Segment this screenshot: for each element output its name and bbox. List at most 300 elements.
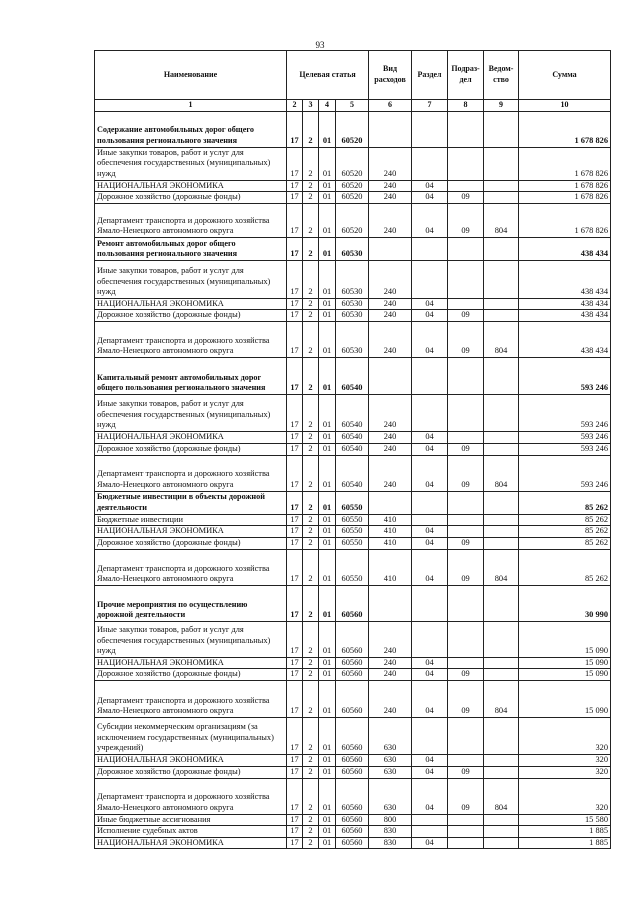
row-section: 04 [412,298,448,310]
row-amount: 438 434 [519,298,611,310]
row-code-subprogram: 2 [303,298,319,310]
row-code-subprogram: 2 [303,514,319,526]
row-code-program: 17 [287,443,303,455]
row-code-direction: 60560 [336,778,369,814]
row-code-subprogram: 2 [303,357,319,394]
col-number: 5 [336,100,369,112]
row-section [412,717,448,754]
row-code-program: 17 [287,680,303,717]
row-amount: 1 885 [519,837,611,849]
table-row [95,192,611,204]
row-code-subprogram: 2 [303,394,319,431]
row-department [484,431,519,443]
table-row [95,394,611,431]
table-row [95,298,611,310]
row-amount: 320 [519,778,611,814]
table-row [95,237,611,260]
row-code-program: 17 [287,321,303,357]
row-code-program: 17 [287,180,303,192]
row-code-main: 01 [319,657,336,669]
row-code-subprogram: 2 [303,621,319,657]
table-row [95,491,611,514]
row-code-direction: 60560 [336,669,369,681]
table-row [95,321,611,357]
row-code-program: 17 [287,766,303,778]
table-row [95,778,611,814]
row-code-program: 17 [287,147,303,180]
row-subsection: 09 [448,192,484,204]
row-department: 804 [484,203,519,237]
row-expense-type: 240 [369,260,412,298]
table-row [95,455,611,491]
row-subsection [448,837,484,849]
row-code-direction: 60550 [336,514,369,526]
row-section [412,260,448,298]
row-department [484,754,519,766]
row-subsection: 09 [448,310,484,322]
header-vedomstvo: Ведом-ство [484,51,519,100]
row-code-program: 17 [287,431,303,443]
row-code-main: 01 [319,147,336,180]
page-number: 93 [315,40,325,50]
row-subsection [448,180,484,192]
row-subsection [448,237,484,260]
row-department: 804 [484,680,519,717]
row-section [412,621,448,657]
row-code-program: 17 [287,394,303,431]
row-code-program: 17 [287,310,303,322]
row-department [484,766,519,778]
row-subsection [448,431,484,443]
row-section: 04 [412,203,448,237]
col-number: 2 [287,100,303,112]
row-name: НАЦИОНАЛЬНАЯ ЭКОНОМИКА [95,754,287,766]
row-code-main: 01 [319,431,336,443]
row-code-direction: 60520 [336,203,369,237]
row-name: Департамент транспорта и дорожного хозяйства Ямало-Ненецкого автономного округа [95,680,287,717]
row-name: Иные закупки товаров, работ и услуг для обеспечения государственных (муниципальных) нужд [95,147,287,180]
row-expense-type: 800 [369,814,412,826]
row-department [484,669,519,681]
row-name: НАЦИОНАЛЬНАЯ ЭКОНОМИКА [95,657,287,669]
row-code-program: 17 [287,298,303,310]
row-subsection: 09 [448,321,484,357]
row-code-direction: 60540 [336,394,369,431]
row-code-subprogram: 2 [303,814,319,826]
row-expense-type: 240 [369,310,412,322]
row-code-subprogram: 2 [303,680,319,717]
row-code-main: 01 [319,766,336,778]
row-code-main: 01 [319,321,336,357]
row-code-direction: 60530 [336,260,369,298]
row-section: 04 [412,766,448,778]
row-expense-type: 410 [369,537,412,549]
row-subsection [448,147,484,180]
row-name: Ремонт автомобильных дорог общего пользования регионального значения [95,237,287,260]
table-row [95,180,611,192]
row-section: 04 [412,526,448,538]
row-amount: 438 434 [519,310,611,322]
row-department [484,837,519,849]
row-amount: 15 090 [519,669,611,681]
row-expense-type: 240 [369,680,412,717]
row-department [484,310,519,322]
table-row [95,766,611,778]
row-code-main: 01 [319,310,336,322]
row-name: Департамент транспорта и дорожного хозяйства Ямало-Ненецкого автономного округа [95,321,287,357]
row-code-main: 01 [319,778,336,814]
row-code-subprogram: 2 [303,766,319,778]
row-code-main: 01 [319,621,336,657]
table-row [95,717,611,754]
row-subsection: 09 [448,537,484,549]
table-row [95,537,611,549]
row-code-program: 17 [287,837,303,849]
row-subsection [448,621,484,657]
row-code-subprogram: 2 [303,754,319,766]
row-department: 804 [484,549,519,585]
row-name: Бюджетные инвестиции в объекты дорожной деятельности [95,491,287,514]
row-section: 04 [412,837,448,849]
row-section: 04 [412,431,448,443]
row-code-direction: 60530 [336,321,369,357]
row-code-program: 17 [287,260,303,298]
header-summa: Сумма [519,51,611,100]
row-code-subprogram: 2 [303,537,319,549]
row-section: 04 [412,657,448,669]
row-code-direction: 60550 [336,526,369,538]
row-code-program: 17 [287,526,303,538]
row-code-main: 01 [319,357,336,394]
row-subsection: 09 [448,203,484,237]
row-expense-type: 240 [369,147,412,180]
row-code-direction: 60560 [336,717,369,754]
row-section: 04 [412,180,448,192]
table-row [95,585,611,621]
row-department [484,657,519,669]
row-code-subprogram: 2 [303,203,319,237]
row-amount: 438 434 [519,237,611,260]
row-subsection [448,514,484,526]
row-code-main: 01 [319,260,336,298]
row-code-main: 01 [319,826,336,838]
row-code-program: 17 [287,549,303,585]
row-code-program: 17 [287,717,303,754]
row-amount: 1 678 826 [519,147,611,180]
row-section [412,514,448,526]
row-name: Дорожное хозяйство (дорожные фонды) [95,192,287,204]
row-section [412,111,448,147]
row-amount: 320 [519,717,611,754]
row-subsection [448,585,484,621]
row-department: 804 [484,778,519,814]
row-section: 04 [412,778,448,814]
row-code-subprogram: 2 [303,180,319,192]
row-code-program: 17 [287,111,303,147]
row-department [484,585,519,621]
row-subsection [448,826,484,838]
row-code-subprogram: 2 [303,491,319,514]
row-subsection [448,491,484,514]
row-section [412,237,448,260]
row-code-direction: 60560 [336,754,369,766]
row-section [412,585,448,621]
row-department: 804 [484,321,519,357]
row-section: 04 [412,669,448,681]
row-expense-type [369,111,412,147]
row-code-main: 01 [319,717,336,754]
row-code-subprogram: 2 [303,549,319,585]
row-amount: 85 262 [519,526,611,538]
row-expense-type: 240 [369,657,412,669]
table-row [95,526,611,538]
header-target: Целевая статья [287,51,369,100]
row-department [484,298,519,310]
row-section [412,357,448,394]
row-name: Исполнение судебных актов [95,826,287,838]
row-code-program: 17 [287,814,303,826]
row-amount: 1 678 826 [519,180,611,192]
row-department [484,237,519,260]
table-row [95,814,611,826]
row-section: 04 [412,754,448,766]
row-code-main: 01 [319,237,336,260]
row-department [484,192,519,204]
row-name: Дорожное хозяйство (дорожные фонды) [95,766,287,778]
row-section: 04 [412,321,448,357]
row-amount: 15 090 [519,621,611,657]
row-section: 04 [412,680,448,717]
row-department [484,621,519,657]
row-code-program: 17 [287,657,303,669]
row-name: Капитальный ремонт автомобильных дорог общего пользования регионального значения [95,357,287,394]
table-row [95,147,611,180]
table-row [95,621,611,657]
row-code-direction: 60560 [336,680,369,717]
row-subsection: 09 [448,455,484,491]
row-code-direction: 60520 [336,111,369,147]
row-section [412,491,448,514]
row-code-subprogram: 2 [303,260,319,298]
table-row [95,826,611,838]
row-subsection [448,526,484,538]
row-expense-type: 240 [369,669,412,681]
col-number: 3 [303,100,319,112]
row-subsection [448,657,484,669]
row-expense-type: 240 [369,621,412,657]
row-subsection [448,260,484,298]
row-amount: 1 678 826 [519,203,611,237]
row-code-main: 01 [319,537,336,549]
row-expense-type: 240 [369,192,412,204]
row-code-direction: 60540 [336,431,369,443]
row-subsection [448,394,484,431]
row-code-subprogram: 2 [303,147,319,180]
row-amount: 593 246 [519,455,611,491]
row-expense-type: 630 [369,754,412,766]
table-row [95,514,611,526]
row-code-program: 17 [287,537,303,549]
row-amount: 15 090 [519,680,611,717]
row-amount: 438 434 [519,321,611,357]
row-expense-type: 830 [369,826,412,838]
row-amount: 15 580 [519,814,611,826]
row-code-program: 17 [287,669,303,681]
row-code-subprogram: 2 [303,717,319,754]
row-name: Департамент транспорта и дорожного хозяйства Ямало-Ненецкого автономного округа [95,778,287,814]
row-department [484,537,519,549]
table-row [95,310,611,322]
row-amount: 593 246 [519,431,611,443]
row-amount: 85 262 [519,514,611,526]
header-podrazdel: Подраз-дел [448,51,484,100]
row-subsection: 09 [448,680,484,717]
row-amount: 1 678 826 [519,111,611,147]
row-department [484,526,519,538]
row-code-subprogram: 2 [303,455,319,491]
row-expense-type [369,491,412,514]
row-code-main: 01 [319,526,336,538]
row-department [484,111,519,147]
row-name: Дорожное хозяйство (дорожные фонды) [95,669,287,681]
row-expense-type: 240 [369,443,412,455]
row-code-main: 01 [319,754,336,766]
table-row [95,260,611,298]
col-number: 8 [448,100,484,112]
row-code-direction: 60540 [336,443,369,455]
col-number: 7 [412,100,448,112]
row-expense-type: 410 [369,514,412,526]
row-amount: 15 090 [519,657,611,669]
row-section: 04 [412,310,448,322]
row-code-direction: 60520 [336,147,369,180]
table-row [95,680,611,717]
row-code-direction: 60550 [336,549,369,585]
row-code-main: 01 [319,491,336,514]
table-row [95,203,611,237]
row-amount: 85 262 [519,491,611,514]
row-section: 04 [412,192,448,204]
table-row [95,669,611,681]
row-expense-type: 240 [369,455,412,491]
row-code-direction: 60560 [336,585,369,621]
row-amount: 438 434 [519,260,611,298]
row-code-main: 01 [319,203,336,237]
row-subsection [448,754,484,766]
row-section [412,814,448,826]
row-code-subprogram: 2 [303,526,319,538]
row-department [484,826,519,838]
row-code-main: 01 [319,549,336,585]
row-amount: 320 [519,766,611,778]
table-row [95,357,611,394]
row-code-program: 17 [287,357,303,394]
row-subsection: 09 [448,443,484,455]
row-code-main: 01 [319,455,336,491]
row-subsection [448,717,484,754]
row-code-main: 01 [319,111,336,147]
row-name: Департамент транспорта и дорожного хозяйства Ямало-Ненецкого автономного округа [95,203,287,237]
header-vid: Вид расходов [369,51,412,100]
row-code-main: 01 [319,680,336,717]
row-code-direction: 60520 [336,192,369,204]
row-code-main: 01 [319,192,336,204]
row-department [484,147,519,180]
row-expense-type: 240 [369,180,412,192]
row-name: Дорожное хозяйство (дорожные фонды) [95,310,287,322]
row-code-program: 17 [287,455,303,491]
row-name: Субсидии некоммерческим организациям (за исключением государственных (муниципальных) учреждений) [95,717,287,754]
row-department [484,357,519,394]
row-section: 04 [412,537,448,549]
row-name: Иные закупки товаров, работ и услуг для обеспечения государственных (муниципальных) нужд [95,621,287,657]
row-department [484,491,519,514]
row-code-subprogram: 2 [303,669,319,681]
row-code-direction: 60560 [336,766,369,778]
row-code-program: 17 [287,237,303,260]
row-code-main: 01 [319,298,336,310]
row-code-subprogram: 2 [303,321,319,357]
row-section [412,394,448,431]
row-amount: 320 [519,754,611,766]
row-code-direction: 60530 [336,298,369,310]
row-code-subprogram: 2 [303,837,319,849]
table-row [95,549,611,585]
row-code-main: 01 [319,837,336,849]
row-code-program: 17 [287,826,303,838]
row-code-subprogram: 2 [303,443,319,455]
header-name: Наименование [95,51,287,100]
row-section [412,826,448,838]
row-name: НАЦИОНАЛЬНАЯ ЭКОНОМИКА [95,298,287,310]
row-amount: 85 262 [519,549,611,585]
row-amount: 1 885 [519,826,611,838]
row-name: Дорожное хозяйство (дорожные фонды) [95,537,287,549]
table-header-row [95,51,611,100]
budget-table [94,50,611,849]
row-code-main: 01 [319,443,336,455]
row-department [484,514,519,526]
row-expense-type: 240 [369,431,412,443]
row-code-subprogram: 2 [303,192,319,204]
row-code-main: 01 [319,669,336,681]
row-department [484,443,519,455]
row-code-direction: 60560 [336,814,369,826]
row-code-direction: 60520 [336,180,369,192]
table-row [95,431,611,443]
row-department [484,394,519,431]
row-name: НАЦИОНАЛЬНАЯ ЭКОНОМИКА [95,526,287,538]
row-name: НАЦИОНАЛЬНАЯ ЭКОНОМИКА [95,837,287,849]
row-code-direction: 60550 [336,537,369,549]
row-code-direction: 60530 [336,310,369,322]
row-subsection [448,298,484,310]
row-expense-type [369,357,412,394]
row-expense-type: 410 [369,549,412,585]
row-name: Иные закупки товаров, работ и услуг для обеспечения государственных (муниципальных) нужд [95,394,287,431]
row-subsection: 09 [448,778,484,814]
row-code-subprogram: 2 [303,778,319,814]
row-code-program: 17 [287,491,303,514]
row-code-subprogram: 2 [303,431,319,443]
row-section: 04 [412,455,448,491]
row-code-subprogram: 2 [303,657,319,669]
row-code-program: 17 [287,585,303,621]
row-code-direction: 60530 [336,237,369,260]
row-expense-type: 240 [369,321,412,357]
table-row [95,657,611,669]
row-subsection [448,814,484,826]
